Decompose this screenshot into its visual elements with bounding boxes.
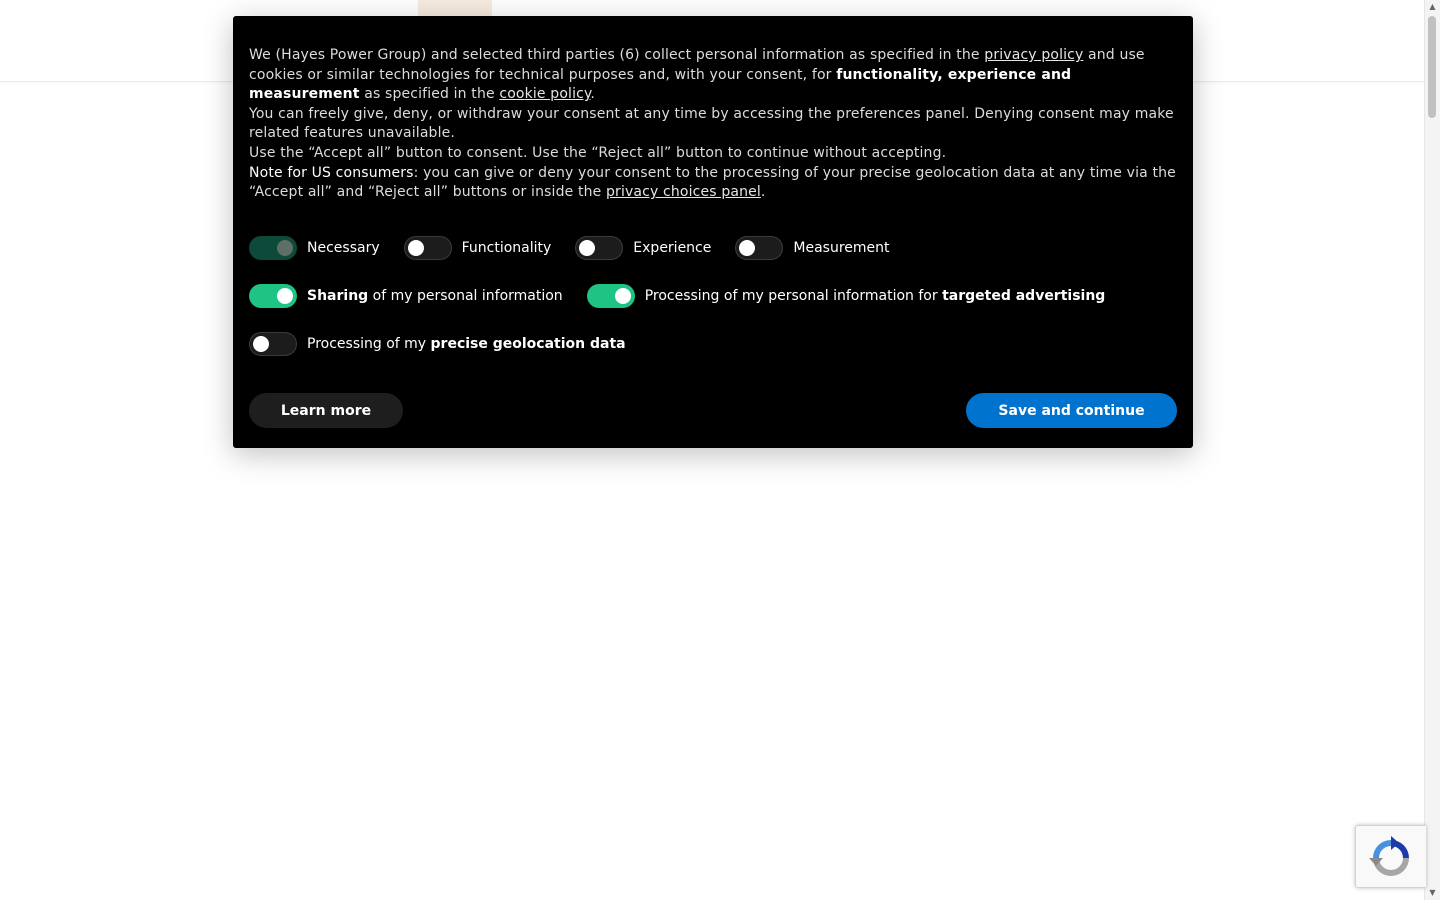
- page-scrollbar[interactable]: [1424, 0, 1440, 900]
- toggle-label: Necessary: [307, 239, 380, 256]
- toggle-sharing[interactable]: [249, 284, 563, 308]
- toggle-row-categories: [249, 236, 1177, 260]
- toggle-label: Processing of my personal information for targeted advertising: [644, 287, 1106, 304]
- consent-actions: [249, 393, 1177, 428]
- toggle-label: Sharing of my personal information: [307, 287, 563, 304]
- experience-switch[interactable]: [575, 236, 623, 260]
- scroll-thumb[interactable]: [1428, 16, 1436, 118]
- privacy-policy-link[interactable]: privacy policy: [984, 47, 1084, 63]
- recaptcha-icon: [1369, 836, 1413, 880]
- toggle-geolocation[interactable]: [249, 332, 626, 356]
- toggle-measurement[interactable]: [735, 236, 889, 260]
- save-and-continue-button[interactable]: Save and continue: [966, 393, 1177, 428]
- cookie-policy-link[interactable]: cookie policy: [499, 86, 591, 103]
- scroll-down-arrow-icon[interactable]: ▼: [1429, 888, 1436, 897]
- measurement-switch[interactable]: [735, 236, 783, 260]
- functionality-switch[interactable]: [404, 236, 452, 260]
- toggle-experience[interactable]: [575, 236, 711, 260]
- toggle-row-us-privacy: [249, 284, 1177, 308]
- toggle-targeted-advertising[interactable]: [587, 284, 1106, 308]
- privacy-choices-panel-link[interactable]: privacy choices panel: [606, 184, 761, 201]
- header-tab[interactable]: [418, 0, 492, 16]
- toggle-row-geolocation: [249, 332, 1177, 356]
- toggle-label: Processing of my precise geolocation data: [307, 335, 626, 352]
- toggle-label: Measurement: [793, 239, 890, 256]
- notice-paragraph-3: Use the “Accept all” button to consent. Use the “Reject all” button to continue without accepting.: [249, 144, 947, 161]
- necessary-switch: [249, 236, 297, 260]
- targeted-advertising-switch[interactable]: [587, 284, 635, 308]
- toggle-label: Functionality: [461, 239, 552, 256]
- sharing-switch[interactable]: [249, 284, 297, 308]
- notice-paragraph-2: You can freely give, deny, or withdraw your consent at any time by accessing the preferences panel. Denying consent may make related features unavailable.: [249, 105, 1174, 142]
- toggle-necessary: [249, 236, 380, 260]
- cookie-consent-banner: [233, 16, 1193, 448]
- notice-paragraph-1: We (Hayes Power Group) and selected third parties (6) collect personal information as specified in the privacy policy and use cookies or similar technologies for technical purposes and, with your consent, for functionality, experience and measurement as specified in the cookie policy.: [249, 47, 1145, 103]
- learn-more-button[interactable]: Learn more: [249, 393, 403, 428]
- consent-notice: [249, 46, 1177, 203]
- toggle-functionality[interactable]: [404, 236, 552, 260]
- scroll-up-arrow-icon[interactable]: ▲: [1429, 2, 1436, 11]
- geolocation-switch[interactable]: [249, 332, 297, 356]
- recaptcha-badge[interactable]: [1355, 825, 1426, 888]
- notice-paragraph-4: Note for US consumers: you can give or deny your consent to the processing of your precise geolocation data at any time via the “Accept all” and “Reject all” buttons or inside the privacy choices panel.: [249, 164, 1176, 201]
- toggle-label: Experience: [633, 239, 712, 256]
